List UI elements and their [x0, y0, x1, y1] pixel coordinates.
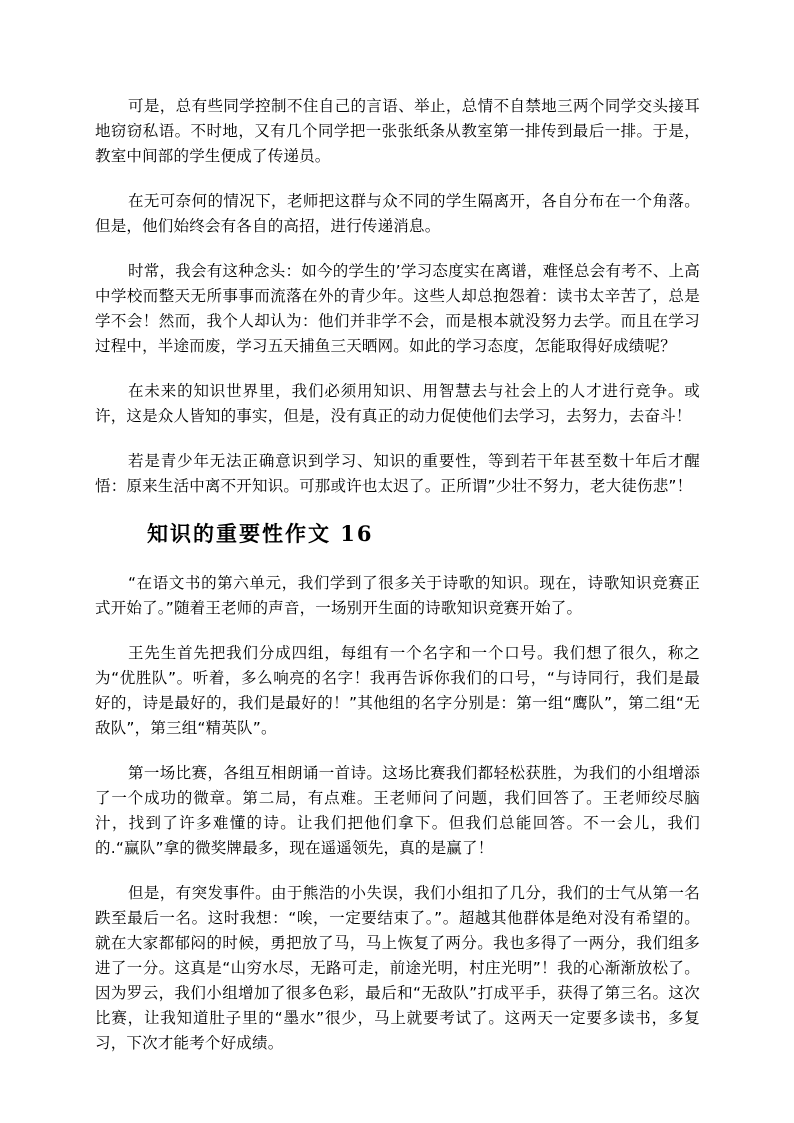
essay-title: 知识的重要性作文 16 — [147, 521, 374, 546]
paragraph: 在无可奈何的情况下，老师把这群与众不同的学生隔离开，各自分布在一个角落。但是，他们始终会有各自的高招，进行传递消息。 — [95, 192, 700, 235]
paragraph: 王先生首先把我们分成四组，每组有一个名字和一个口号。我们想了很久，称之为“优胜队”。听着，多么响亮的名字！我再告诉你我们的口号，“与诗同行，我们是最好的，诗是最好的，我们是最好的！”其他组的名字分别是：第一组“鹰队”，第二组“无敌队”，第三组“精英队”。 — [95, 644, 700, 737]
paragraph: 在未来的知识世界里，我们必须用知识、用智慧去与社会上的人才进行竞争。或许，这是众人皆知的事实，但是，没有真正的动力促使他们去学习，去努力，去奋斗！ — [95, 382, 700, 425]
paragraph: 第一场比赛，各组互相朗诵一首诗。这场比赛我们都轻松获胜，为我们的小组增添了一个成功的微章。第二局，有点难。王老师问了问题，我们回答了。王老师绞尽脑汁，找到了许多难懂的诗。让我们把他们拿下。但我们总能回答。不一会儿，我们的.“赢队”拿的微奖牌最多，现在遥遥领先，真的是赢了！ — [95, 764, 700, 857]
paragraph: 时常，我会有这种念头：如今的学生的’学习态度实在离谱，难怪总会有考不、上高中学校而整天无所事事而流落在外的青少年。这些人却总抱怨着：读书太辛苦了，总是学不会！然而，我个人却认为：他们并非学不会，而是根本就没努力去学。而且在学习过程中，半途而废，学习五天捕鱼三天晒网。如此的学习态度，怎能取得好成绩呢？ — [95, 262, 700, 355]
paragraph: “在语文书的第六单元，我们学到了很多关于诗歌的知识。现在，诗歌知识竞赛正式开始了。”随着王老师的声音，一场别开生面的诗歌知识竞赛开始了。 — [95, 574, 700, 617]
document-page — [95, 94, 700, 1076]
paragraph: 但是，有突发事件。由于熊浩的小失误，我们小组扣了几分，我们的士气从第一名跌至最后一名。这时我想：“唉，一定要结束了。”。超越其他群体是绝对没有希望的。就在大家都郁闷的时候，勇把放了马，马上恢复了两分。我也多得了一两分，我们组多进了一分。这真是“山穷水尽，无路可走，前途光明，村庄光明”！我的心渐渐放松了。因为罗云，我们小组增加了很多色彩，最后和“无敌队”打成平手，获得了第三名。这次比赛，让我知道肚子里的“墨水”很少，马上就要考试了。这两天一定要多读书，多复习，下次才能考个好成绩。 — [95, 884, 700, 1052]
essay-section-16 — [95, 519, 700, 1056]
paragraph: 可是，总有些同学控制不住自己的言语、举止，总情不自禁地三两个同学交头接耳地窃窃私语。不时地，又有几个同学把一张张纸条从教室第一排传到最后一排。于是，教室中间部的学生便成了传递员。 — [95, 97, 700, 165]
paragraph: 若是青少年无法正确意识到学习、知识的重要性，等到若干年甚至数十年后才醒悟：原来生活中离不开知识。可那或许也太迟了。正所谓”少壮不努力，老大徒伤悲”！ — [95, 452, 700, 495]
essay-section-previous — [95, 94, 700, 499]
